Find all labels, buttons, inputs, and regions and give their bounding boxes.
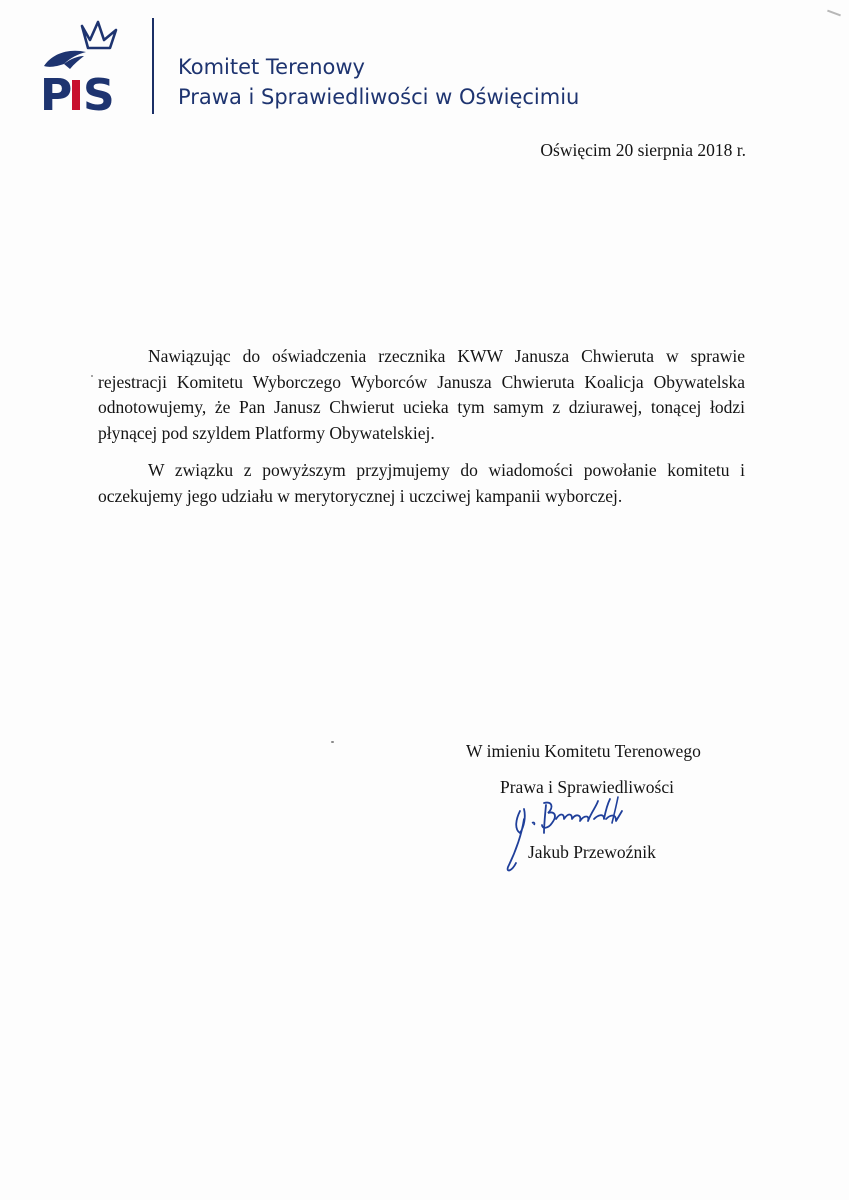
pis-logo-graphic: [34, 14, 134, 114]
body-paragraph-1: Nawiązując do oświadczenia rzecznika KWW Janusza Chwieruta w sprawie rejestracji Komitetu Wyborczego Wyborców Janusza Chwieruta Koalicja Obywatelska odnotowujemy, że Pan Janusz Chwierut ucieka tym samym z dziurawej, tonącej łodzi płynącej pod szyldem Platformy Obywatelskiej.: [98, 346, 745, 443]
handwritten-signature: [498, 789, 668, 879]
letter-date: Oświęcim 20 sierpnia 2018 r.: [540, 140, 746, 160]
signatory-name: Jakub Przewoźnik: [528, 842, 656, 862]
page-corner-mark: [827, 10, 841, 17]
signature-line-2: Prawa i Sprawiedliwości: [500, 777, 674, 797]
committee-line-1: Komitet Terenowy: [178, 55, 365, 79]
letter-body: [98, 344, 745, 521]
scan-speck: [91, 375, 93, 377]
logo-letter-i: [72, 80, 80, 110]
letterhead-divider: [152, 18, 154, 114]
scan-speck: [331, 741, 334, 743]
logo-letter-s: S: [83, 70, 115, 114]
crown-icon: [82, 22, 116, 48]
committee-name: [178, 52, 579, 112]
logo-letter-p: P: [40, 70, 73, 114]
pis-logo: [34, 14, 134, 114]
committee-line-2: Prawa i Sprawiedliwości w Oświęcimiu: [178, 85, 580, 109]
signature-line-1: W imieniu Komitetu Terenowego: [466, 741, 701, 761]
body-paragraph-2: W związku z powyższym przyjmujemy do wiadomości powołanie komitetu i oczekujemy jego udziału w merytorycznej i uczciwej kampanii wyborczej.: [98, 460, 745, 506]
